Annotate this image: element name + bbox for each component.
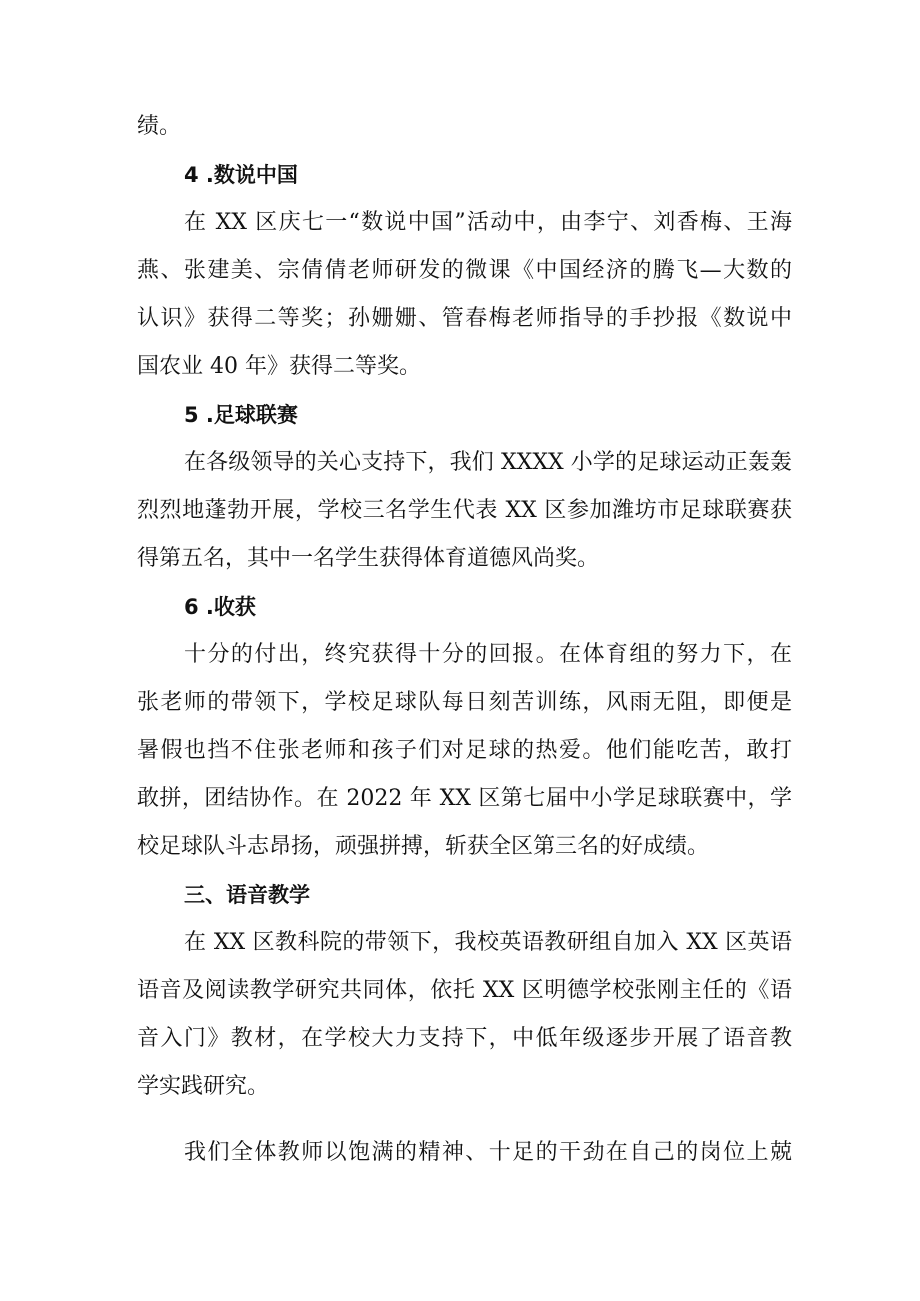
text-line: 张老师的带领下，学校足球队每日刻苦训练，风雨无阻，即便是 (137, 690, 792, 715)
text-line: 学实践研究。 (137, 1074, 270, 1099)
text-line: 我们全体教师以饱满的精神、十足的干劲在自己的岗位上兢 (184, 1140, 792, 1165)
text-line: 得第五名，其中一名学生获得体育道德风尚奖。 (137, 546, 600, 571)
text-line: 在 XX 区庆七一“数说中国”活动中，由李宁、刘香梅、王海 (184, 210, 792, 235)
text-line: 暑假也挡不住张老师和孩子们对足球的热爱。他们能吃苦，敢打 (137, 738, 792, 763)
text-line: 认识》获得二等奖；孙姗姗、管春梅老师指导的手抄报《数说中 (137, 306, 792, 331)
section-heading: 6 .收获 (184, 595, 256, 619)
text-line: 敢拼，团结协作。在 2022 年 XX 区第七届中小学足球联赛中，学 (137, 786, 792, 811)
text-line: 绩。 (137, 114, 182, 139)
text-line: 语音及阅读教学研究共同体，依托 XX 区明德学校张刚主任的《语 (137, 978, 792, 1003)
text-line: 十分的付出，终究获得十分的回报。在体育组的努力下，在 (184, 642, 792, 667)
text-line: 在 XX 区教科院的带领下，我校英语教研组自加入 XX 区英语 (184, 930, 792, 955)
text-line: 燕、张建美、宗倩倩老师研发的微课《中国经济的腾飞—大数的 (137, 258, 792, 283)
text-line: 国农业 40 年》获得二等奖。 (137, 354, 421, 379)
text-line: 烈烈地蓬勃开展，学校三名学生代表 XX 区参加潍坊市足球联赛获 (137, 498, 792, 523)
paragraph-gap (137, 1111, 792, 1129)
document-body (137, 103, 792, 1177)
section-heading: 三、语音教学 (184, 883, 310, 907)
text-line: 校足球队斗志昂扬，顽强拼搏，斩获全区第三名的好成绩。 (137, 834, 710, 859)
text-line: 在各级领导的关心支持下，我们 XXXX 小学的足球运动正轰轰 (184, 450, 792, 475)
section-heading: 5 .足球联赛 (184, 403, 298, 427)
section-heading: 4 .数说中国 (184, 163, 298, 187)
text-line: 音入门》教材，在学校大力支持下，中低年级逐步开展了语音教 (137, 1026, 792, 1051)
